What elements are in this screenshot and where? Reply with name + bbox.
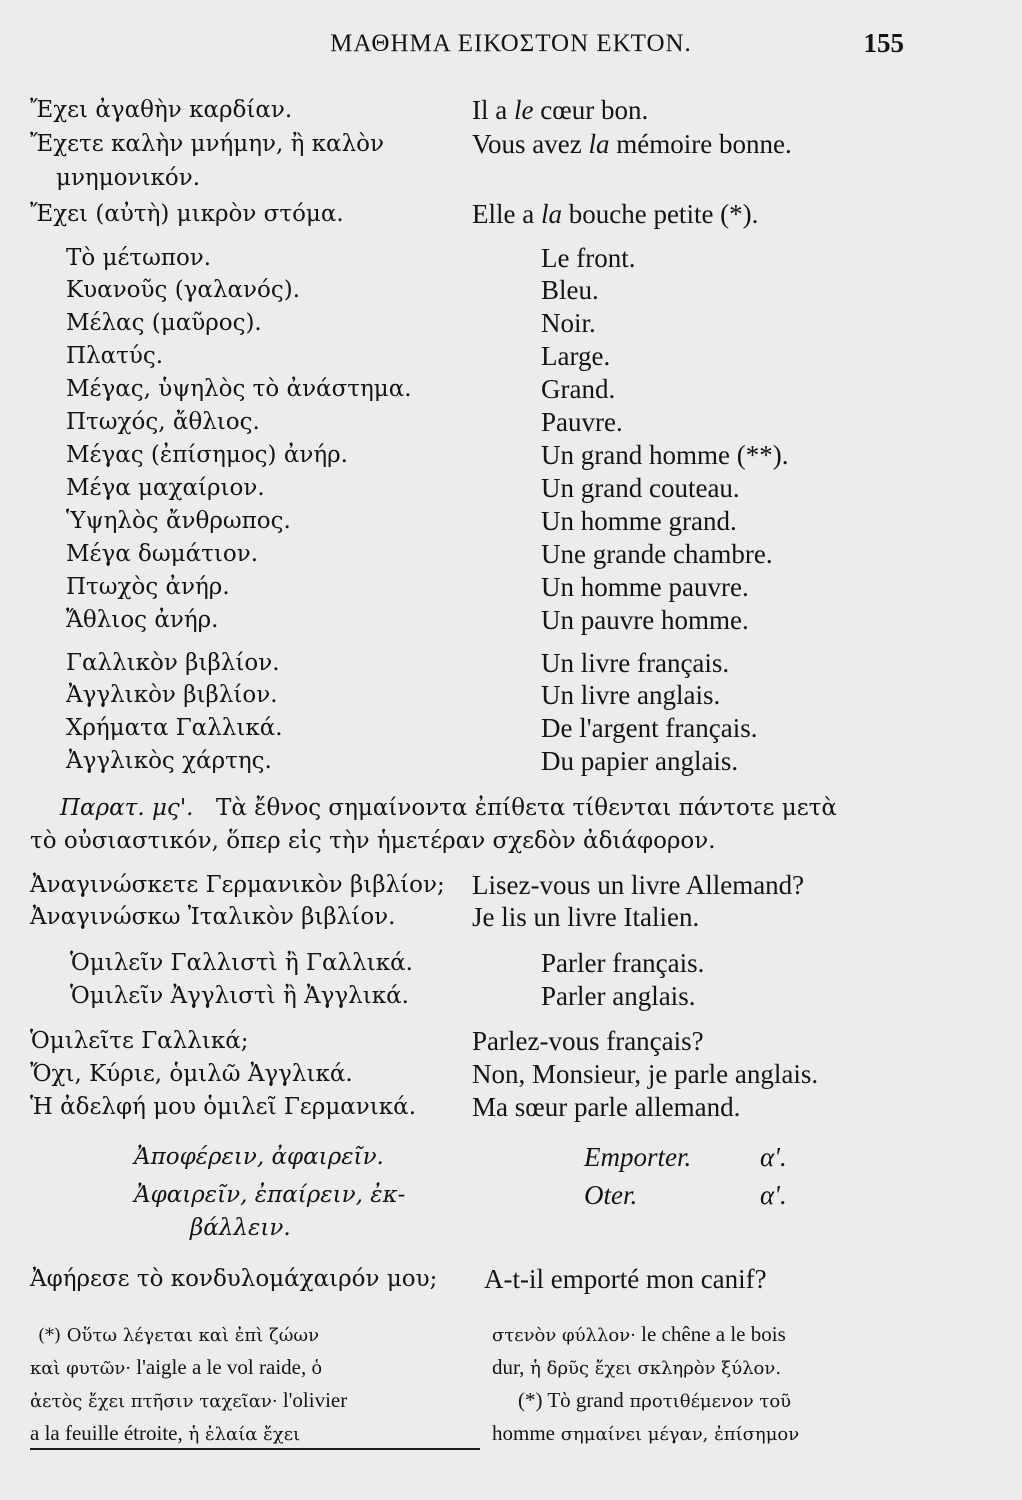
verb-row-continuation — [0, 1211, 1022, 1245]
greek-text: Γαλλικὸν βιβλίον. — [66, 650, 280, 676]
french-verb: Emporter. — [584, 1142, 692, 1172]
sentence-row — [0, 868, 1022, 902]
sentence-row — [0, 900, 1022, 934]
french-text: Noir. — [541, 308, 596, 338]
french-text: Ma sœur parle allemand. — [472, 1092, 741, 1122]
remark-text: τὸ οὐσιαστικόν, ὅπερ εἰς τὴν ἡμετέραν σχεδὸν ἀδιάφορον. — [30, 828, 716, 854]
french-text: Parler français. — [541, 948, 705, 978]
greek-text: Ὁμιλεῖν Ἀγγλιστὶ ἢ Ἀγγλικά. — [70, 983, 409, 1009]
sentence-row — [0, 1090, 1022, 1124]
sentence-row — [0, 93, 1022, 127]
running-header: ΜΑΘΗΜΑ ΕΙΚΟΣΤΟΝ ΕΚΤΟΝ. — [330, 30, 692, 57]
french-text: Du papier anglais. — [541, 746, 739, 776]
vocab-row — [0, 504, 1022, 538]
french-text: Parler anglais. — [541, 981, 696, 1011]
footnote-line: a la feuille étroite, ἡ ἐλαία ἔχει — [30, 1421, 301, 1445]
greek-text: Μέλας (μαῦρος). — [66, 310, 262, 336]
conjugation-mark: α'. — [760, 1180, 787, 1210]
sentence-row — [0, 197, 1022, 231]
french-text: Je lis un livre Italien. — [472, 902, 700, 932]
greek-text: Ἀγγλικὸς χάρτης. — [66, 748, 272, 774]
french-text: Grand. — [541, 374, 616, 404]
footnote-line: dur, ἡ δρῦς ἔχει σκληρὸν ξύλον. — [492, 1355, 782, 1379]
french-text: Il a le cœur bon. — [472, 95, 649, 125]
vocab-row — [0, 678, 1022, 712]
french-text: Elle a la bouche petite (*). — [472, 199, 759, 229]
vocab-row — [0, 339, 1022, 373]
sentence-row — [0, 1262, 1022, 1296]
footnote-line: ἀετὸς ἔχει πτῆσιν ταχεῖαν· l'olivier — [30, 1388, 348, 1412]
vocab-row — [0, 744, 1022, 778]
footnote-line: καὶ φυτῶν· l'aigle a le vol raide, ὁ — [30, 1355, 322, 1379]
greek-text: Ὑψηλὸς ἄνθρωπος. — [66, 508, 291, 534]
french-text: Parlez-vous français? — [472, 1026, 704, 1056]
vocab-row — [0, 405, 1022, 439]
french-text: Un pauvre homme. — [541, 605, 749, 635]
remark-text: Τὰ ἔθνος σημαίνοντα ἐπίθετα τίθενται πάντοτε μετὰ — [216, 795, 837, 821]
footnote-rule — [30, 1448, 480, 1450]
footnote-line: homme σημαίνει μέγαν, ἐπίσημον — [492, 1421, 800, 1445]
french-text: Vous avez la mémoire bonne. — [472, 129, 792, 159]
greek-text: Ὁμιλεῖν Γαλλιστὶ ἢ Γαλλικά. — [70, 950, 413, 976]
greek-verb: Ἀποφέρειν, ἀφαιρεῖν. — [134, 1144, 384, 1170]
verb-row — [0, 1140, 1022, 1174]
vocab-row — [0, 471, 1022, 505]
greek-verb: βάλλειν. — [190, 1215, 291, 1241]
greek-verb: Ἀφαιρεῖν, ἐπαίρειν, ἐκ- — [134, 1182, 406, 1208]
french-text: A-t-il emporté mon canif? — [484, 1264, 767, 1294]
greek-text: Ἀναγινώσκετε Γερμανικὸν βιβλίον; — [30, 872, 445, 898]
greek-text: μνημονικόν. — [56, 165, 201, 191]
footnote-line: (*) Τὸ grand προτιθέμενον τοῦ — [518, 1388, 792, 1412]
greek-text: Μέγας, ὑψηλὸς τὸ ἀνάστημα. — [66, 376, 412, 402]
greek-text: Πτωχὸς ἀνήρ. — [66, 574, 230, 600]
remark-line — [0, 824, 1022, 858]
vocab-row — [0, 603, 1022, 637]
vocab-row — [0, 438, 1022, 472]
greek-text: Ὄχι, Κύριε, ὁμιλῶ Ἀγγλικά. — [30, 1061, 353, 1087]
french-text: Non, Monsieur, je parle anglais. — [472, 1059, 819, 1089]
french-verb: Oter. — [584, 1180, 638, 1210]
vocab-row — [0, 537, 1022, 571]
remark-label: Παρατ. μς'. — [60, 795, 194, 821]
sentence-row — [0, 946, 1022, 980]
french-text: Bleu. — [541, 275, 599, 305]
french-text: De l'argent français. — [541, 713, 758, 743]
footnote-line: (*) Οὕτω λέγεται καὶ ἐπὶ ζώων — [38, 1325, 320, 1346]
vocab-row — [0, 306, 1022, 340]
greek-text: Μέγα μαχαίριον. — [66, 475, 265, 501]
page-number: 155 — [863, 28, 904, 58]
greek-text: Ἀφήρεσε τὸ κονδυλομάχαιρόν μου; — [30, 1266, 438, 1292]
french-text: Un homme grand. — [541, 506, 737, 536]
greek-text: Χρήματα Γαλλικά. — [66, 715, 283, 741]
greek-text: Πτωχός, ἄθλιος. — [66, 409, 260, 435]
french-text: Un grand couteau. — [541, 473, 740, 503]
french-text: Large. — [541, 341, 611, 371]
vocab-row — [0, 273, 1022, 307]
greek-text: Ἄθλιος ἀνήρ. — [66, 607, 219, 633]
conjugation-mark: α'. — [760, 1142, 787, 1172]
vocab-row — [0, 372, 1022, 406]
greek-text: Ὁμιλεῖτε Γαλλικά; — [30, 1028, 249, 1054]
greek-text: Ἀγγλικὸν βιβλίον. — [66, 682, 278, 708]
vocab-row — [0, 646, 1022, 680]
sentence-row — [0, 127, 1022, 161]
footnote-line: στενὸν φύλλον· le chêne a le bois — [492, 1322, 786, 1346]
french-text: Pauvre. — [541, 407, 623, 437]
greek-text: Ἡ ἀδελφή μου ὁμιλεῖ Γερμανικά. — [30, 1094, 417, 1120]
greek-text: Μέγα δωμάτιον. — [66, 541, 259, 567]
french-text: Une grande chambre. — [541, 539, 773, 569]
vocab-row — [0, 711, 1022, 745]
vocab-row — [0, 570, 1022, 604]
french-text: Un livre français. — [541, 648, 730, 678]
vocab-row — [0, 241, 1022, 275]
greek-text: Ἔχει ἀγαθὴν καρδίαν. — [30, 97, 293, 123]
french-text: Un homme pauvre. — [541, 572, 749, 602]
greek-text: Ἔχετε καλὴν μνήμην, ἢ καλὸν — [30, 131, 384, 157]
sentence-row — [0, 1024, 1022, 1058]
greek-text: Ἔχει (αὐτὴ) μικρὸν στόμα. — [30, 201, 344, 227]
greek-text: Μέγας (ἐπίσημος) ἀνήρ. — [66, 442, 348, 468]
sentence-row-continuation — [0, 161, 1022, 195]
french-text: Un grand homme (**). — [541, 440, 789, 470]
french-text: Le front. — [541, 243, 636, 273]
remark-line — [0, 791, 1022, 825]
sentence-row — [0, 979, 1022, 1013]
sentence-row — [0, 1057, 1022, 1091]
greek-text: Κυανοῦς (γαλανός). — [66, 277, 301, 303]
french-text: Lisez-vous un livre Allemand? — [472, 870, 805, 900]
greek-text: Πλατύς. — [66, 343, 164, 369]
verb-row — [0, 1178, 1022, 1212]
greek-text: Ἀναγινώσκω Ἰταλικὸν βιβλίον. — [30, 904, 396, 930]
greek-text: Τὸ μέτωπον. — [66, 245, 212, 271]
french-text: Un livre anglais. — [541, 680, 721, 710]
